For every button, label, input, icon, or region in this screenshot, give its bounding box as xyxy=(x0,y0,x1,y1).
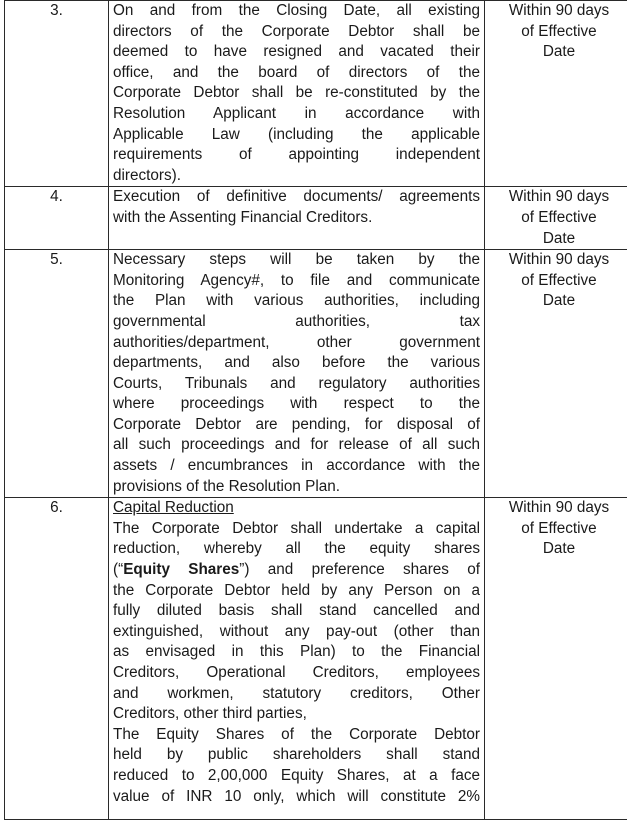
table-row xyxy=(5,498,627,820)
description-line: extinguished, without any pay-out (other than xyxy=(113,622,480,640)
description-line: the Corporate Debtor held by any Person on a xyxy=(113,581,480,599)
description-line: provisions of the Resolution Plan. xyxy=(113,477,341,495)
open-quote: (“ xyxy=(113,561,124,579)
description-line: assets / encumbrances in accordance with the xyxy=(113,457,480,475)
description-line: authorities/department, other government xyxy=(113,333,480,351)
timeline-line: Within 90 days xyxy=(508,499,610,517)
timeline-line: of Effective xyxy=(521,22,597,40)
description-line: office, and the board of directors of the xyxy=(113,63,480,81)
row-timeline xyxy=(485,1,627,187)
description-line: Execution of definitive documents/ agreements xyxy=(113,188,480,206)
description-line: departments, and also before the various xyxy=(113,354,480,372)
description-line xyxy=(113,560,480,581)
timeline-line: Within 90 days xyxy=(508,2,610,19)
row-description xyxy=(109,498,485,820)
row-timeline xyxy=(485,187,627,250)
description-line: Corporate Debtor shall be re-constituted by the xyxy=(113,84,480,102)
description-line: and workmen, statutory creditors, Other xyxy=(113,684,480,702)
description-line: Creditors, Operational Creditors, employees xyxy=(113,664,480,681)
description-line: deemed to have resigned and vacated their xyxy=(113,43,480,61)
timeline-line: of Effective xyxy=(521,271,597,289)
description-line: fully diluted basis shall stand cancelled and xyxy=(113,602,480,620)
description-line: Courts, Tribunals and regulatory authorities xyxy=(113,374,480,392)
description-line: The Equity Shares of the Corporate Debtor xyxy=(113,725,480,743)
description-line: Creditors, other third parties, xyxy=(113,705,307,723)
description-line: value of INR 10 only, which will constitute 2% xyxy=(113,787,480,805)
timeline-line: of Effective xyxy=(521,208,597,226)
description-line: Applicable Law (including the applicable xyxy=(113,125,480,143)
description-line: Monitoring Agency#, to file and communicate xyxy=(113,271,480,289)
description-line: Necessary steps will be taken by the xyxy=(113,251,480,269)
description-line: all such proceedings and for release of all such xyxy=(113,436,480,454)
timeline-line: Date xyxy=(542,292,576,310)
description-line: held by public shareholders shall stand xyxy=(113,746,480,764)
row-description xyxy=(109,187,485,250)
description-line: The Corporate Debtor shall undertake a capital xyxy=(113,519,480,537)
description-line: with the Assenting Financial Creditors. xyxy=(113,208,373,226)
row-number: 5. xyxy=(5,250,109,498)
description-line: directors). xyxy=(113,166,181,184)
row-number: 4. xyxy=(5,187,109,250)
description-line: Resolution Applicant in accordance with xyxy=(113,104,480,122)
description-line: reduction, whereby all the equity shares xyxy=(113,540,480,558)
description-line: requirements of appointing independent xyxy=(113,146,480,164)
defined-term: Equity Shares xyxy=(123,561,240,579)
table-row xyxy=(5,187,627,250)
description-line: directors of the Corporate Debtor shall be xyxy=(113,22,480,40)
row-timeline xyxy=(485,498,627,820)
description-line: Corporate Debtor are pending, for disposal of xyxy=(113,415,480,433)
timeline-line: of Effective xyxy=(521,519,597,537)
timeline-line: Within 90 days xyxy=(508,188,610,206)
description-line: On and from the Closing Date, all existing xyxy=(113,2,480,19)
description-line: the Plan with various authorities, including xyxy=(113,292,480,310)
row-description xyxy=(109,1,485,187)
table-row xyxy=(5,250,627,498)
row-timeline xyxy=(485,250,627,498)
table-row xyxy=(5,1,627,187)
implementation-schedule-table xyxy=(4,0,627,820)
section-heading: Capital Reduction xyxy=(113,499,234,517)
description-line: as envisaged in this Plan) to the Financial xyxy=(113,643,480,661)
row-number: 3. xyxy=(5,1,109,187)
timeline-line: Date xyxy=(542,540,576,558)
timeline-line: Date xyxy=(542,43,576,61)
description-line: governmental authorities, tax xyxy=(113,312,480,330)
timeline-line: Within 90 days xyxy=(508,251,610,269)
description-line: reduced to 2,00,000 Equity Shares, at a face xyxy=(113,766,480,784)
row-description xyxy=(109,250,485,498)
row-number: 6. xyxy=(5,498,109,820)
continuation-space xyxy=(113,807,480,819)
timeline-line: Date xyxy=(542,229,576,247)
description-text: ”) and preference shares of xyxy=(239,561,481,579)
description-line: where proceedings with respect to the xyxy=(113,395,480,413)
